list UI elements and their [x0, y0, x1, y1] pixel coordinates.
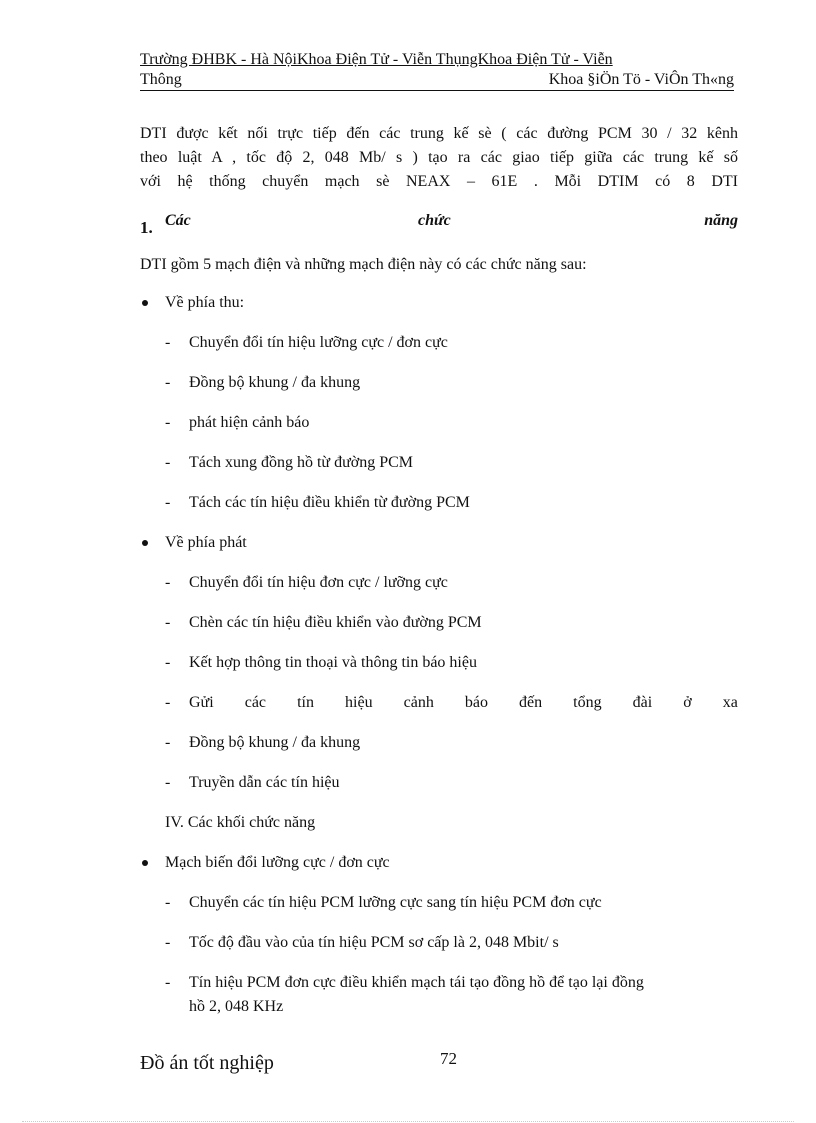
dash-icon: -: [165, 974, 171, 991]
list-item-line-2: hồ 2, 048 KHz: [189, 998, 284, 1015]
word: tổng: [573, 694, 602, 711]
header-line-2: [140, 70, 734, 91]
word: các: [244, 694, 267, 711]
justified-list-item: [189, 692, 738, 714]
list-item: Tách các tín hiệu điều khiển từ đường PCM: [189, 494, 470, 511]
word: Gửi: [189, 694, 214, 711]
dash-icon: -: [165, 654, 171, 671]
dash-icon: -: [165, 494, 171, 511]
bullet-icon: [142, 300, 148, 306]
dash-icon: -: [165, 774, 171, 791]
converter-title: Mạch biến đổi lưỡng cực / đơn cực: [165, 854, 390, 871]
word: xa: [722, 694, 738, 711]
transmit-title: Về phía phát: [165, 534, 247, 551]
list-item-line-1: Tín hiệu PCM đơn cực điều khiển mạch tái tạo đồng hồ để tạo lại đồng: [189, 974, 644, 991]
word: đến: [519, 694, 543, 711]
word: hiệu: [345, 694, 373, 711]
intro-line-2: theo luật A , tốc độ 2, 048 Mb/ s ) tạo ra các giao tiếp giữa các trung kế số: [140, 149, 738, 166]
dash-icon: -: [165, 374, 171, 391]
list-item: Truyền dẫn các tín hiệu: [189, 774, 340, 791]
dash-icon: -: [165, 894, 171, 911]
dash-icon: -: [165, 414, 171, 431]
list-item: Tách xung đồng hồ từ đường PCM: [189, 454, 414, 471]
word: ở: [683, 694, 692, 711]
bullet-icon: [142, 860, 148, 866]
dash-icon: -: [165, 454, 171, 471]
receive-title: Về phía thu:: [165, 294, 245, 311]
list-item: Chuyển đổi tín hiệu lưỡng cực / đơn cực: [189, 334, 448, 351]
dash-icon: -: [165, 734, 171, 751]
dash-icon: -: [165, 694, 171, 711]
heading-word: chức: [418, 212, 451, 229]
section-title-iv: IV. Các khối chức năng: [165, 814, 316, 831]
word: đài: [632, 694, 653, 711]
page-bottom-divider: [22, 1121, 794, 1122]
list-item: Chuyển đổi tín hiệu đơn cực / lưỡng cực: [189, 574, 448, 591]
list-item: Chuyển các tín hiệu PCM lưỡng cực sang tín hiệu PCM đơn cực: [189, 894, 602, 911]
word: tín: [297, 694, 314, 711]
list-item: phát hiện cảnh báo: [189, 414, 310, 431]
word: cảnh: [403, 694, 434, 711]
heading-word: năng: [704, 212, 738, 229]
header-line-1: Trường ĐHBK - Hà NộiKhoa Điện Tử - Viễn ThụngKhoa Điện Tử - Viễn: [140, 51, 613, 68]
intro-line-3: với hệ thống chuyển mạch sè NEAX – 61E . Mỗi DTIM có 8 DTI: [140, 173, 738, 190]
summary-text: DTI gồm 5 mạch điện và những mạch điện này có các chức năng sau:: [140, 256, 587, 273]
list-item: Đồng bộ khung / đa khung: [189, 734, 361, 751]
page-number: 72: [440, 1049, 457, 1068]
footer-title: Đồ án tốt nghiệp: [140, 1052, 274, 1074]
header-line-2-right: Khoa §iÖn Tö - ViÔn Th«ng: [548, 71, 734, 88]
dash-icon: -: [165, 934, 171, 951]
header-line-2-left: Thông: [140, 71, 182, 88]
section-heading: [140, 212, 738, 240]
word: báo: [464, 694, 488, 711]
bullet-icon: [142, 540, 148, 546]
list-item: Tốc độ đầu vào của tín hiệu PCM sơ cấp là 2, 048 Mbit/ s: [189, 934, 559, 951]
heading-word: Các: [165, 212, 191, 229]
page-header: [140, 50, 734, 91]
list-item: Kết hợp thông tin thoại và thông tin báo hiệu: [189, 654, 477, 671]
intro-paragraph: [140, 122, 738, 194]
list-item: Đồng bộ khung / đa khung: [189, 374, 361, 391]
heading-number: 1.: [140, 218, 153, 237]
list-item: Chèn các tín hiệu điều khiển vào đường PCM: [189, 614, 482, 631]
intro-line-1: DTI được kết nối trực tiếp đến các trung kế sè ( các đường PCM 30 / 32 kênh: [140, 125, 738, 142]
dash-icon: -: [165, 334, 171, 351]
dash-icon: -: [165, 614, 171, 631]
dash-icon: -: [165, 574, 171, 591]
